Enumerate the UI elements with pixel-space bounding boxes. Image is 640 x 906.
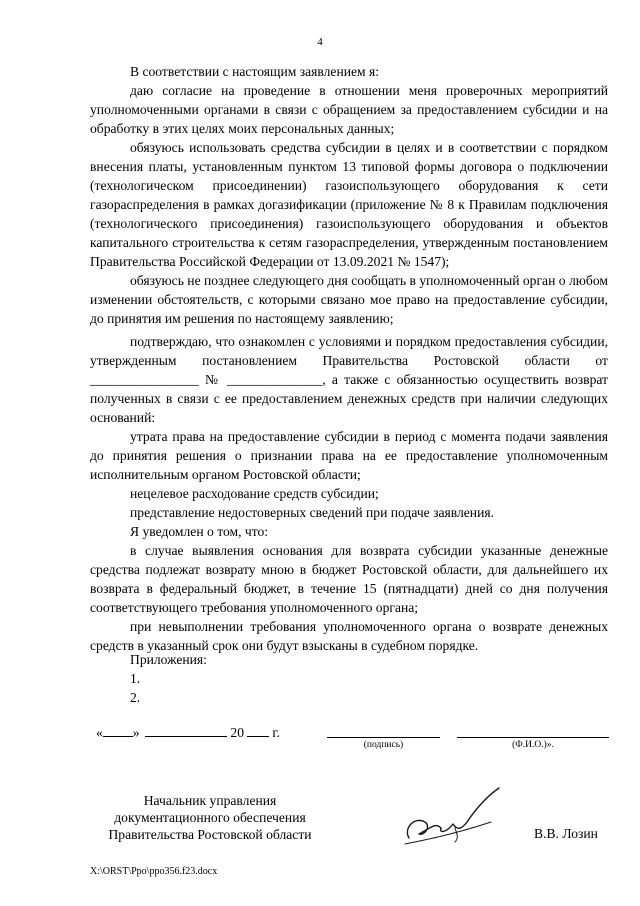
signer-title — [90, 792, 330, 843]
year-prefix: 20 — [230, 725, 244, 740]
signer-title-line-2: документационного обеспечения — [114, 810, 306, 825]
signature-line — [327, 737, 440, 738]
paragraph-ground-3: представление недостоверных сведений при подаче заявления. — [130, 505, 495, 520]
document-body — [90, 62, 608, 655]
paragraph-ground-2: нецелевое расходование средств субсидии; — [130, 486, 379, 501]
paragraph-ground-1: утрата права на предоставление субсидии в период с момента подачи заявления до принятия решения о признании права на ее предоставление уполномоченным исполнительным органом Ростовской области; — [90, 429, 608, 482]
fio-caption: (Ф.И.О.)». — [512, 740, 554, 750]
file-path: X:\ORST\Ppo\ppo356.f23.docx — [90, 866, 218, 877]
paragraph-obligation-use: обязуюсь использовать средства субсидии в целях и в соответствии с порядком внесения платы, установленным пунктом 13 типовой формы договора о подключении (технологическом присоединении) газоиспользующего оборудования к сети газораспределения в рамках догазификации (приложение № 8 к Правилам подключения (технологического присоединения) газоиспользующего оборудования и объектов капитального строительства к сетям газораспределения, утвержденным постановлением Правительства Российской Федерации от 13.09.2021 № 1547); — [90, 140, 608, 269]
signer-title-line-1: Начальник управления — [143, 793, 277, 808]
year-suffix: г. — [272, 725, 280, 740]
attachment-item-1: 1. — [130, 671, 141, 686]
day-blank — [103, 722, 133, 737]
paragraph-consent: даю согласие на проведение в отношении меня проверочных мероприятий уполномоченными органами в связи с обращением за предоставлением субсидии и на обработку в этих целях моих персональных данных; — [90, 83, 608, 136]
paragraph-obligation-notify: обязуюсь не позднее следующего дня сообщать в уполномоченный орган о любом изменении обстоятельств, с которыми связано мое право на предоставление субсидии, до принятия им решения по настоящему заявлению; — [90, 273, 608, 326]
signer-name: В.В. Лозин — [534, 826, 598, 841]
date-open-quote: « — [96, 725, 103, 740]
month-blank — [145, 722, 227, 737]
attachments-block — [130, 650, 207, 707]
attachment-item-2: 2. — [130, 690, 141, 705]
paragraph-refund: в случае выявления основания для возврата субсидии указанные денежные средства подлежат возврату мною в бюджет Ростовской области, для дальнейшего их возврата в федеральный бюджет, в течение 15 (пятнадцати) дней со дня получения соответствующего требования уполномоченного органа; — [90, 543, 608, 615]
date-field — [96, 722, 280, 741]
fio-line — [457, 737, 609, 738]
date-close-quote: » — [132, 725, 140, 740]
paragraph-confirm: подтверждаю, что ознакомлен с условиями и порядком предоставления субсидии, утвержденным постановлением Правительства Ростовской области от ________________ № ______________, а также с обязанностью осуществить возврат полученных в связи с ее предоставлением денежных средств при наличии следующих оснований: — [90, 334, 608, 425]
page-number: 4 — [317, 36, 323, 48]
handwritten-signature — [395, 782, 505, 852]
year-blank — [247, 722, 269, 737]
paragraph-court: при невыполнении требования уполномоченного органа о возврате денежных средств в указанный срок они будут взысканы в судебном порядке. — [90, 619, 608, 653]
signature-caption: (подпись) — [363, 740, 404, 750]
date-signature-row — [0, 722, 640, 762]
signer-title-line-3: Правительства Ростовской области — [108, 827, 312, 842]
paragraph-notified: Я уведомлен о том, что: — [130, 524, 269, 539]
paragraph-intro: В соответствии с настоящим заявлением я: — [130, 64, 380, 79]
attachments-label: Приложения: — [130, 652, 207, 667]
